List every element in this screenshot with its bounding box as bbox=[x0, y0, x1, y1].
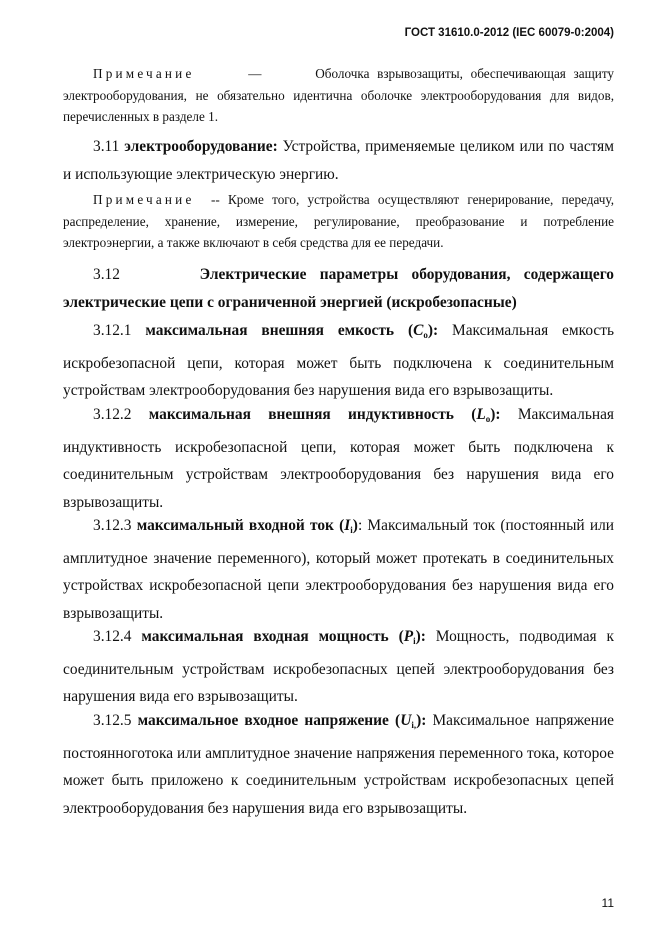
clause-text: Максимальная индуктивность искробезопасной цепи, которая может быть подключена к соединительным устройствам электрооборудования без нарушения вида его взрывозащиты. bbox=[63, 406, 614, 511]
symbol-subscript: i, bbox=[411, 720, 417, 730]
clause-text: Максимальное напряжение постоянноготока или амплитудное значение напряжения переменного тока, которое может быть приложено к соединительным устройствам искробезопасных цепей электрооборудования без нарушения вида его взрывозащиты. bbox=[63, 712, 615, 817]
clause-term: максимальный входной ток bbox=[136, 517, 334, 534]
symbol-subscript: i bbox=[413, 636, 416, 646]
clause-term: максимальное входное напряжение bbox=[137, 712, 389, 729]
clause-text: Максимальный ток (постоянный или амплитудное значение переменного), который может протекать в соединительных устройствах искробезопасной цепи электрооборудования без нарушения вида его взрывозащиты. bbox=[63, 517, 615, 622]
note-dash: — bbox=[248, 66, 262, 81]
clause-term: электрооборудование: bbox=[124, 138, 278, 155]
note-2 bbox=[63, 189, 614, 254]
clause-number: 3.12.4 bbox=[93, 628, 132, 645]
clause-number: 3.11 bbox=[93, 138, 120, 155]
clause-number: 3.12.2 bbox=[93, 406, 132, 423]
note-dash: -- bbox=[210, 192, 220, 207]
page-number: 11 bbox=[601, 896, 614, 910]
symbol-subscript: i bbox=[350, 525, 353, 535]
clause-term: максимальная внешняя индуктивность bbox=[148, 406, 454, 423]
clause-title: Электрические параметры оборудования, содержащего электрические цепи с ограниченной энергией (искробезопасные) bbox=[63, 266, 614, 311]
note-text: Кроме того, устройства осуществляют генерирование, передачу, распределение, хранение, измерение, регулирование, преобразование и потребление электроэнергии, а также включают в себя средства для ее передачи. bbox=[63, 192, 614, 250]
note-1 bbox=[63, 63, 614, 128]
symbol: P bbox=[403, 628, 414, 645]
clause-number: 3.12.3 bbox=[93, 517, 132, 534]
symbol-subscript: o bbox=[423, 330, 428, 340]
clause-3-12-2: 3.12.2 максимальная внешняя индуктивность $(L_o)$: Максимальная индуктивность искробезопасной цепи, которая может быть подключена к соединительным устройствам электрооборудования без нарушения вида его взрывозащиты. bbox=[63, 406, 614, 511]
symbol-subscript: o bbox=[485, 414, 491, 424]
note-label: Примечание bbox=[93, 192, 195, 207]
clause-3-12-5: 3.12.5 максимальное входное напряжение $(U_{i,})$: Максимальное напряжение постоянноготока или амплитудное значение напряжения переменного тока, которое может быть приложено к соединительным устройствам искробезопасных цепей электрооборудования без нарушения вида его взрывозащиты. bbox=[63, 712, 615, 817]
clause-text: Мощность, подводимая к соединительным устройствам искробезопасных цепей электрооборудования без нарушения вида его взрывозащиты. bbox=[63, 628, 614, 706]
clause-term: максимальная внешняя емкость bbox=[145, 322, 395, 339]
standard-header: ГОСТ 31610.0-2012 (IEC 60079-0:2004) bbox=[404, 27, 614, 39]
clause-number: 3.12.1 bbox=[93, 322, 132, 339]
symbol: L bbox=[476, 406, 486, 423]
clause-3-12-1: 3.12.1 максимальная внешняя емкость $(C_o)$: Максимальная емкость искробезопасной цепи, которая может быть подключена к соединительным устройствам электрооборудования без нарушения вида его взрывозащиты. bbox=[63, 322, 614, 400]
clause-term: максимальная входная мощность bbox=[141, 628, 389, 645]
clause-3-12 bbox=[63, 261, 614, 316]
clause-text: Максимальная емкость искробезопасной цепи, которая может быть подключена к соединительным устройствам электрооборудования без нарушения вида его взрывозащиты. bbox=[63, 322, 614, 400]
symbol: I bbox=[344, 517, 351, 534]
clause-text: Устройства, применяемые целиком или по частям и использующие электрическую энергию. bbox=[63, 138, 614, 183]
clause-number: 3.12 bbox=[93, 266, 120, 283]
note-text: Оболочка взрывозащиты, обеспечивающая защиту электрооборудования, не обязательно идентична оболочке электрооборудования для видов, перечисленных в разделе 1. bbox=[63, 66, 615, 124]
symbol: U bbox=[400, 712, 412, 729]
symbol: C bbox=[413, 322, 424, 339]
note-label: Примечание bbox=[93, 66, 195, 81]
clause-number: 3.12.5 bbox=[93, 712, 132, 729]
clause-3-12-3: 3.12.3 максимальный входной ток $(I_i)$: Максимальный ток (постоянный или амплитудное значение переменного), который может протекать в соединительных устройствах искробезопасной цепи электрооборудования без нарушения вида его взрывозащиты. bbox=[63, 517, 615, 622]
clause-3-12-4: 3.12.4 максимальная входная мощность $(P_i)$: Мощность, подводимая к соединительным устройствам искробезопасных цепей электрооборудования без нарушения вида его взрывозащиты. bbox=[63, 628, 614, 706]
clause-3-11 bbox=[63, 133, 614, 188]
